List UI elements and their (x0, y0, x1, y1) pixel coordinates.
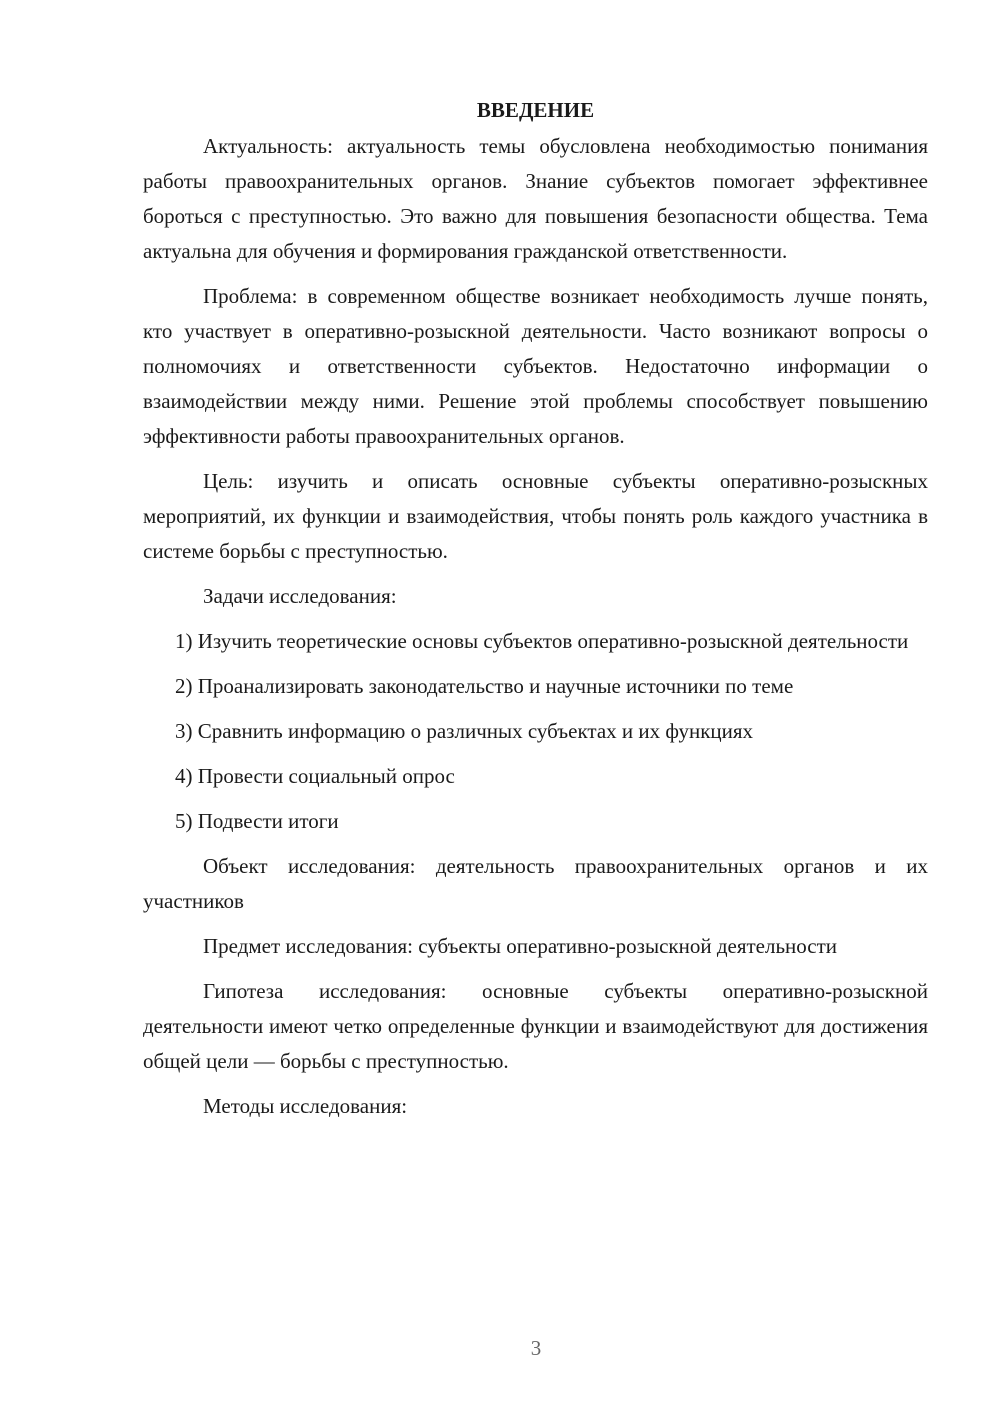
problem-paragraph: Проблема: в современном обществе возникает необходимость лучше понять, кто участвует в оперативно-розыскной деятельности. Часто возникают вопросы о полномочиях и ответственности субъектов. Недостаточно информации о взаимодействии между ними. Решение этой проблемы способствует повышению эффективности работы правоохранительных органов. (143, 284, 928, 448)
tasks-heading: Задачи исследования: (203, 584, 397, 608)
page-number: 3 (530, 1336, 542, 1360)
task-item: 2) Проанализировать законодательство и научные источники по теме (175, 674, 794, 698)
subject-paragraph: Предмет исследования: субъекты оперативно-розыскной деятельности (203, 934, 838, 958)
hypothesis-paragraph: Гипотеза исследования: основные субъекты оперативно-розыскной деятельности имеют четко определенные функции и взаимодействуют для достижения общей цели — борьбы с преступностью. (143, 979, 928, 1073)
methods-heading: Методы исследования: (203, 1094, 408, 1118)
task-item: 5) Подвести итоги (175, 809, 339, 833)
document-page (143, 92, 928, 1134)
task-item: 3) Сравнить информацию о различных субъектах и их функциях (175, 719, 754, 743)
section-title: ВВЕДЕНИЕ (476, 98, 595, 122)
task-item: 4) Провести социальный опрос (175, 764, 455, 788)
goal-paragraph: Цель: изучить и описать основные субъекты оперативно-розыскных мероприятий, их функции и взаимодействия, чтобы понять роль каждого участника в системе борьбы с преступностью. (143, 469, 928, 563)
relevance-paragraph: Актуальность: актуальность темы обусловлена необходимостью понимания работы правоохранительных органов. Знание субъектов помогает эффективнее бороться с преступностью. Это важно для повышения безопасности общества. Тема актуальна для обучения и формирования гражданской ответственности. (143, 134, 928, 263)
task-item: 1) Изучить теоретические основы субъектов оперативно-розыскной деятельности (175, 629, 909, 653)
object-paragraph: Объект исследования: деятельность правоохранительных органов и их участников (143, 854, 928, 913)
tasks-list (143, 624, 928, 839)
